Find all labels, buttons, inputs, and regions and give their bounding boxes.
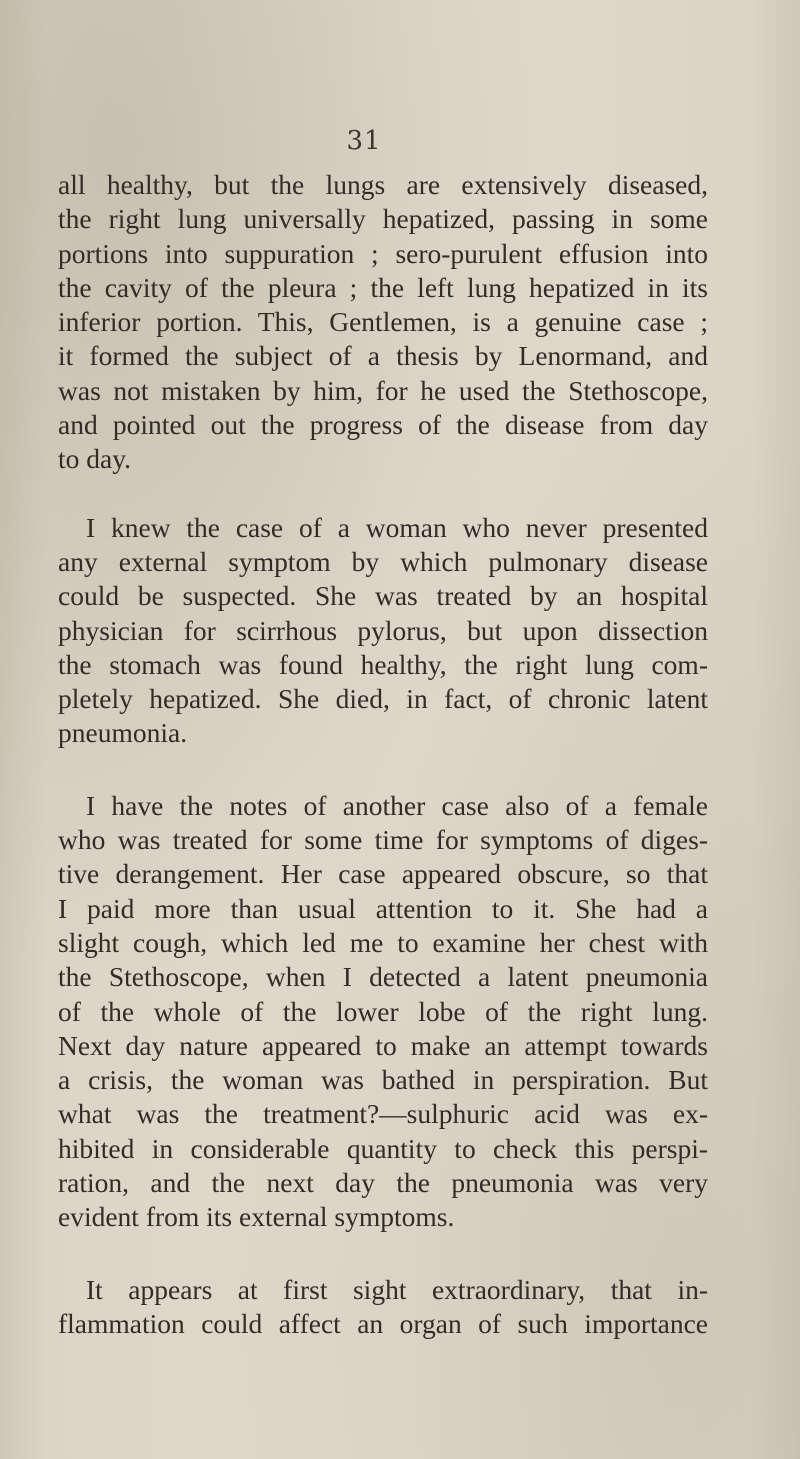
text-line: of the whole of the lower lobe of the right lung. — [58, 995, 708, 1027]
text-line: it formed the subject of a thesis by Lenormand, and — [58, 340, 708, 372]
text-line: all healthy, but the lungs are extensively diseased, — [58, 169, 708, 200]
paragraph-2 — [58, 511, 708, 751]
text-line: a crisis, the woman was bathed in perspiration. But — [58, 1064, 708, 1096]
text-line: the right lung universally hepatized, passing in some — [58, 203, 708, 235]
paragraph-1 — [58, 168, 708, 477]
text-line: I paid more than usual attention to it. She had a — [58, 892, 708, 924]
text-line: ration, and the next day the pneumonia was very — [58, 1167, 708, 1199]
text-body — [58, 168, 708, 1341]
text-line: to day. — [58, 443, 132, 475]
text-line: hibited in considerable quantity to check this perspi- — [58, 1132, 708, 1164]
text-line: the Stethoscope, when I detected a latent pneumonia — [58, 961, 708, 993]
text-line: any external symptom by which pulmonary disease — [58, 545, 708, 577]
text-line: portions into suppuration ; sero-purulent effusion into — [58, 237, 708, 269]
text-line: was not mistaken by him, for he used the Stethoscope, — [58, 374, 708, 406]
text-line: could be suspected. She was treated by an hospital — [58, 580, 708, 612]
page-number: 31 — [346, 126, 382, 156]
text-line: who was treated for some time for symptoms of diges- — [58, 824, 708, 856]
text-line: what was the treatment?—sulphuric acid was ex- — [58, 1098, 708, 1130]
text-line: and pointed out the progress of the disease from day — [58, 409, 708, 441]
text-line: the cavity of the pleura ; the left lung hepatized in its — [58, 271, 708, 303]
text-line: flammation could affect an organ of such importance — [58, 1307, 708, 1339]
text-line: the stomach was found healthy, the right lung com- — [58, 648, 708, 680]
text-line: pneumonia. — [58, 717, 188, 749]
paragraph-3 — [58, 789, 708, 1235]
paragraph-4 — [58, 1273, 708, 1342]
text-line: pletely hepatized. She died, in fact, of chronic latent — [58, 683, 708, 715]
text-line: Next day nature appeared to make an attempt towards — [58, 1029, 708, 1061]
text-line: slight cough, which led me to examine her chest with — [58, 926, 708, 958]
text-line: physician for scirrhous pylorus, but upon dissection — [58, 614, 708, 646]
text-line: I have the notes of another case also of a female — [86, 789, 708, 821]
text-line: inferior portion. This, Gentlemen, is a genuine case ; — [58, 306, 708, 338]
text-line: I knew the case of a woman who never presented — [86, 511, 708, 543]
text-line: evident from its external symptoms. — [58, 1201, 455, 1233]
text-line: tive derangement. Her case appeared obscure, so that — [58, 858, 708, 890]
text-line: It appears at first sight extraordinary, that in- — [86, 1273, 708, 1305]
